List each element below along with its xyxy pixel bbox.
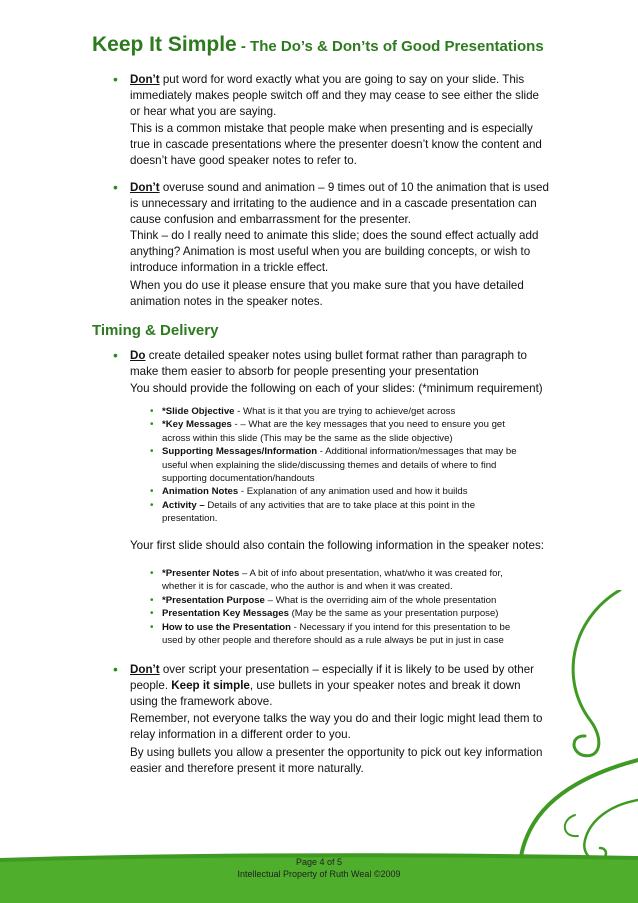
- item-text: - Necessary if you intend for this presentation to be used by other people and therefore should as a rule always be put in just in case: [162, 621, 511, 647]
- item-label: *Presenter Notes: [162, 568, 240, 579]
- item-label: Presentation Key Messages: [162, 608, 289, 620]
- list-item: [150, 418, 530, 445]
- section-heading: Timing & Delivery: [92, 322, 219, 339]
- intro-paragraph: Your first slide should also contain the following information in the speaker notes:: [130, 539, 544, 552]
- title-subtitle: - The Do’s & Don’ts of Good Presentations: [236, 38, 544, 55]
- bullet-icon: •: [150, 621, 154, 633]
- bullet-paragraph: [130, 348, 550, 380]
- bullet-paragraph: [130, 72, 550, 120]
- bullet-icon: •: [150, 446, 154, 458]
- title-main: Keep It Simple: [92, 33, 237, 56]
- item-label: How to use the Presentation: [162, 621, 292, 633]
- bullet-lead: Do: [130, 349, 146, 362]
- list-item: [150, 485, 530, 498]
- copyright-notice: Intellectual Property of Ruth Weal ©2009: [237, 869, 401, 879]
- bullet-lead: Don’t: [130, 181, 160, 194]
- bullet-text: , use bullets in your speaker notes and break it down using the framework above.: [130, 679, 521, 708]
- page-title: [92, 33, 544, 57]
- bullet-lead: Don’t: [130, 663, 160, 676]
- bullet-icon: •: [150, 406, 154, 417]
- bullet-icon: •: [113, 661, 118, 677]
- item-text: - Additional information/messages that may be useful when explaining the slide/discussing themes and details of where to find supporting documentation/handouts: [162, 446, 517, 485]
- note-paragraph: By using bullets you allow a presenter the opportunity to pick out key information easier and therefore present it more naturally.: [130, 746, 543, 775]
- bullet-icon: •: [150, 594, 154, 606]
- bullet-text: create detailed speaker notes using bullet format rather than paragraph to make them easier to absorb for people presenting your presentation: [130, 349, 528, 378]
- list-item: [150, 607, 530, 620]
- first-slide-notes-list: [150, 567, 530, 647]
- item-label: Activity –: [162, 499, 205, 511]
- slide-requirements-list: [150, 405, 530, 526]
- bullet-icon: •: [150, 419, 154, 431]
- bullet-text: over script your presentation – especially if it is likely to be used by other people.: [130, 663, 535, 692]
- bullet-paragraph: [130, 180, 550, 228]
- item-label: Supporting Messages/Information: [162, 446, 318, 458]
- item-label: *Slide Objective: [162, 406, 235, 417]
- item-label: *Presentation Purpose: [162, 594, 265, 606]
- bullet-emphasis: Keep it simple: [171, 679, 250, 692]
- item-text: - Explanation of any animation used and how it builds: [238, 486, 468, 498]
- bullet-icon: •: [113, 179, 118, 195]
- note-paragraph: Remember, not everyone talks the way you do and their logic might lead them to relay information in a different order to you.: [130, 712, 543, 741]
- item-text: – A bit of info about presentation, what/who it was created for, whether it is for cascade, who the author is and when it was created.: [162, 568, 503, 593]
- bullet-icon: •: [150, 486, 154, 498]
- bullet-lead: Don’t: [130, 73, 160, 86]
- list-item: [150, 621, 530, 648]
- bullet-text: put word for word exactly what you are going to say on your slide. This immediately makes people switch off and they may cease to see either the slide or hear what you are saying.: [130, 73, 540, 118]
- note-paragraph: When you do use it please ensure that you make sure that you have detailed animation notes in the speaker notes.: [130, 279, 524, 308]
- bullet-icon: •: [150, 568, 154, 579]
- list-item: [150, 445, 530, 485]
- item-text: Details of any activities that are to take place at this point in the presentation.: [162, 499, 476, 525]
- bullet-icon: •: [150, 499, 154, 511]
- bullet-text: overuse sound and animation – 9 times out of 10 the animation that is used is unnecessary and irritating to the audience and in a cascade presentation can cause confusion and embarrassment for the presenter.: [130, 181, 549, 226]
- intro-paragraph: You should provide the following on each of your slides: (*minimum requirement): [130, 382, 543, 395]
- page-number: Page 4 of 5: [295, 857, 343, 867]
- note-paragraph: This is a common mistake that people make when presenting and is especially true in cascade presentations where the presenter doesn’t know the content and doesn’t have good speaker notes to refer to.: [130, 122, 542, 167]
- list-item: [150, 405, 530, 418]
- item-text: - What is it that you are trying to achieve/get across: [234, 406, 456, 417]
- list-item: [150, 499, 530, 526]
- bullet-icon: •: [150, 608, 154, 620]
- item-text: (May be the same as your presentation purpose): [288, 608, 499, 620]
- item-text: – What is the overriding aim of the whole presentation: [264, 594, 497, 606]
- bullet-icon: •: [113, 71, 118, 87]
- list-item: [150, 594, 530, 607]
- bullet-icon: •: [113, 347, 118, 363]
- list-item: [150, 567, 530, 594]
- item-text: - – What are the key messages that you need to ensure you get across within this slide (This may be the same as the slide objective): [162, 419, 505, 444]
- bullet-paragraph: [130, 662, 550, 710]
- item-label: *Key Messages: [162, 419, 232, 431]
- item-label: Animation Notes: [162, 486, 239, 498]
- note-paragraph: Think – do I really need to animate this slide; does the sound effect actually add anything? Animation is most useful when you are building concepts, or wish to introduce information in a trickle effect.: [130, 229, 539, 274]
